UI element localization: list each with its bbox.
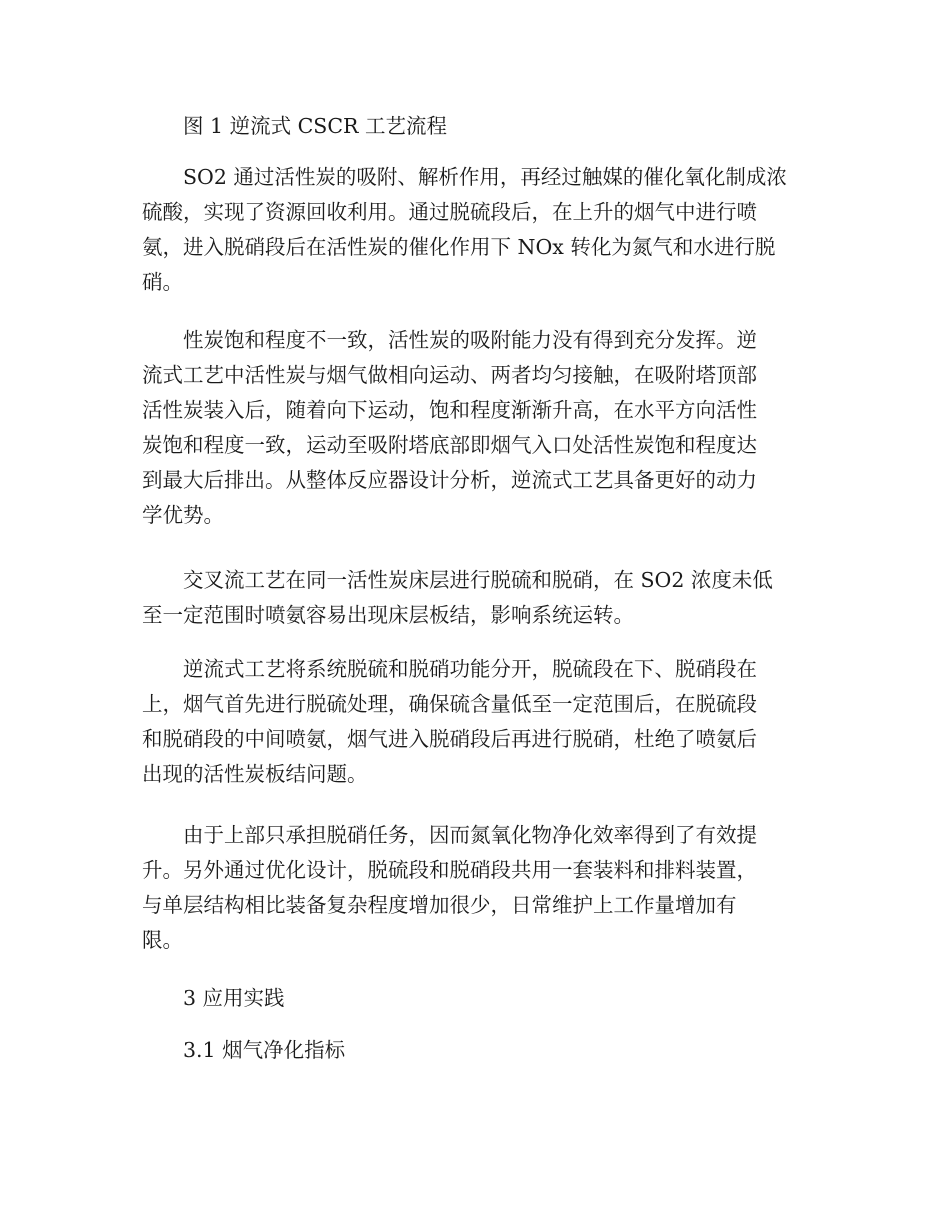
paragraph-4: [142, 652, 808, 792]
paragraph-line: 上，烟气首先进行脱硫处理，确保硫含量低至一定范围后，在脱硫段: [142, 692, 757, 716]
subsection-heading: 3.1 烟气净化指标: [183, 1038, 346, 1062]
paragraph-line: 到最大后排出。从整体反应器设计分析，逆流式工艺具备更好的动力: [142, 468, 757, 492]
paragraph-line: 性炭饱和程度不一致，活性炭的吸附能力没有得到充分发挥。逆: [183, 328, 757, 352]
paragraph-line: 由于上部只承担脱硝任务，因而氮氧化物净化效率得到了有效提: [183, 823, 757, 847]
paragraph-line: 和脱硝段的中间喷氨，烟气进入脱硝段后再进行脱硝，杜绝了喷氨后: [142, 727, 757, 751]
paragraph-line: 氨，进入脱硝段后在活性炭的催化作用下 NOx 转化为氮气和水进行脱: [142, 235, 776, 259]
paragraph-3: [142, 563, 808, 633]
section-heading: 3 应用实践: [183, 986, 285, 1010]
paragraph-line: 至一定范围时喷氨容易出现床层板结，影响系统运转。: [142, 603, 634, 627]
paragraph-line: 学优势。: [142, 503, 224, 527]
paragraph-line: 炭饱和程度一致，运动至吸附塔底部即烟气入口处活性炭饱和程度达: [142, 433, 757, 457]
paragraph-2: [142, 323, 808, 533]
paragraph-line: 硫酸，实现了资源回收利用。通过脱硫段后，在上升的烟气中进行喷: [142, 200, 757, 224]
paragraph-1: [142, 160, 808, 300]
paragraph-line: 逆流式工艺将系统脱硫和脱硝功能分开，脱硫段在下、脱硝段在: [183, 657, 757, 681]
paragraph-line: 限。: [142, 928, 183, 952]
paragraph-line: 硝。: [142, 270, 183, 294]
paragraph-line: 交叉流工艺在同一活性炭床层进行脱硫和脱硝，在 SO2 浓度未低: [183, 568, 773, 592]
paragraph-line: 出现的活性炭板结问题。: [142, 762, 368, 786]
paragraph-line: SO2 通过活性炭的吸附、解析作用，再经过触媒的催化氧化制成浓: [183, 165, 787, 189]
paragraph-line: 与单层结构相比装备复杂程度增加很少，日常维护上工作量增加有: [142, 893, 737, 917]
paragraph-5: [142, 818, 808, 958]
paragraph-line: 流式工艺中活性炭与烟气做相向运动、两者均匀接触，在吸附塔顶部: [142, 363, 757, 387]
figure-caption: 图 1 逆流式 CSCR 工艺流程: [183, 114, 447, 138]
paragraph-line: 升。另外通过优化设计，脱硫段和脱硝段共用一套装料和排料装置，: [142, 858, 757, 882]
paragraph-line: 活性炭装入后，随着向下运动，饱和程度渐渐升高，在水平方向活性: [142, 398, 757, 422]
